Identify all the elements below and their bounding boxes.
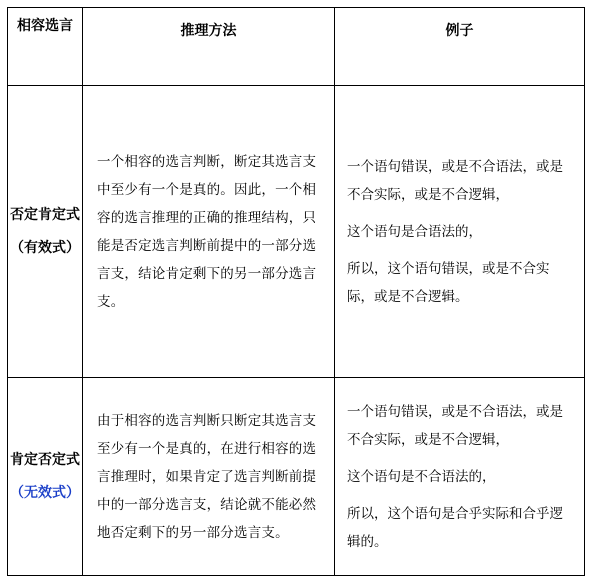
row-validity-label: （有效式） [10,239,80,256]
row-method-cell [83,86,335,378]
header-cell-method [83,8,335,86]
row-example-cell [335,378,585,576]
table-row [8,86,585,378]
row-example-cell [335,86,585,378]
example-premise-major: 一个语句错误，或是不合语法，或是不合实际，或是不合逻辑， [347,403,563,448]
example-premise-minor: 这个语句是不合语法的， [347,468,496,485]
reasoning-table [7,7,585,576]
example-premise-major: 一个语句错误，或是不合语法，或是不合实际，或是不合逻辑， [347,158,563,203]
row-method-cell [83,378,335,576]
table-header-row [8,8,585,86]
row-type-name: 肯定否定式 [10,451,80,468]
header-cell-example [335,8,585,86]
row-method-text: 由于相容的选言判断只断定其选言支至少有一个是真的，在进行相容的选言推理时，如果肯定了选言判断前提中的一部分选言支，结论就不能必然地否定剩下的另一部分选言支。 [97,412,317,541]
row-type-cell [8,86,83,378]
header-label-example: 例子 [445,23,474,39]
row-type-cell [8,378,83,576]
table-row [8,378,585,576]
example-conclusion: 所以，这个语句错误，或是不合实际，或是不合逻辑。 [347,260,550,305]
row-validity-label: （无效式） [10,484,80,501]
header-cell-type [8,8,83,86]
header-label-type: 相容选言 [17,18,73,34]
header-label-method: 推理方法 [180,23,237,39]
row-method-text: 一个相容的选言判断，断定其选言支中至少有一个是真的。因此，一个相容的选言推理的正确的推理结构，只能是否定选言判断前提中的一部分选言支，结论肯定剩下的另一部分选言支。 [97,153,317,310]
example-conclusion: 所以，这个语句是合乎实际和合乎逻辑的。 [347,505,563,550]
row-type-name: 否定肯定式 [10,206,80,223]
example-premise-minor: 这个语句是合语法的， [347,223,482,240]
